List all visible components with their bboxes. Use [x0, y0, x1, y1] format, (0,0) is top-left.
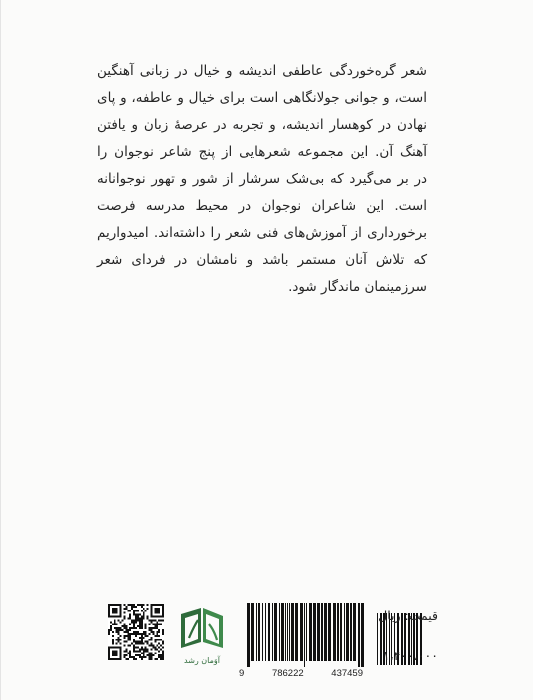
blurb-line: سرزمینمان ماندگار شود. — [288, 279, 427, 295]
barcode-bar — [309, 603, 312, 661]
barcode-bar — [256, 603, 257, 661]
barcode-bar — [306, 603, 307, 661]
barcode-bar — [344, 603, 345, 661]
barcode-bar — [358, 603, 360, 667]
barcode-bar — [281, 603, 284, 661]
barcode-bar — [361, 603, 364, 667]
barcode-bar — [350, 603, 352, 661]
barcode-bar — [313, 603, 316, 661]
barcode-bar — [340, 603, 342, 661]
isbn-prefix: 9 — [239, 668, 245, 679]
barcode-bar — [291, 603, 294, 661]
barcode-bar — [337, 603, 339, 661]
price-value: ۱،۴۰۰،۰۰۰ — [382, 648, 438, 663]
barcode-bar — [289, 603, 290, 661]
barcode-bar — [321, 603, 323, 661]
barcode-bar — [333, 603, 336, 661]
barcode-bar — [274, 603, 277, 661]
barcode-bar — [265, 603, 266, 661]
barcode-bar — [279, 603, 280, 661]
barcode-bar — [287, 603, 288, 661]
blurb-line: شعر گره‌خوردگی عاطفی اندیشه و خیال در زبانی آهنگین — [97, 63, 427, 79]
barcode-bar — [262, 603, 263, 661]
blurb-line: که تلاش آنان مستمر باشد و نامشان در فردای شعر — [97, 252, 427, 268]
barcode-bar — [251, 603, 254, 661]
blurb-line: آهنگ آن. این مجموعه شعرهایی از پنج شاعر نوجوان را — [97, 144, 427, 160]
barcode-bar — [353, 603, 356, 661]
blurb-line: است. این شاعران نوجوان در محیط مدرسه فرصت — [97, 198, 427, 214]
blurb-line: است، و جوانی جولانگاهی است برای خیال و عاطفه، و پای — [97, 90, 427, 106]
isbn-group-1: 786222 — [271, 668, 304, 679]
book-leaf-logo-icon — [173, 604, 231, 656]
barcode-bar — [346, 603, 349, 661]
isbn-group-2: 437459 — [331, 668, 363, 679]
back-cover-blurb — [97, 58, 427, 301]
barcode-bar — [304, 603, 305, 667]
barcode-bar — [272, 603, 273, 661]
barcode-bar — [300, 603, 303, 661]
barcode-bar — [328, 603, 331, 661]
barcode-bar — [317, 603, 320, 661]
barcode-bar — [295, 603, 298, 661]
publisher-name: آوَمان رشد — [184, 656, 220, 665]
barcode-bar — [324, 603, 327, 661]
price-label: قیمت: ریال — [378, 608, 438, 623]
blurb-line: نهادن در کوهسار اندیشه، و تجربه در عرصهٔ زبان و یافتن — [97, 117, 427, 133]
barcode-bar — [258, 603, 260, 661]
qr-code — [108, 604, 164, 660]
publisher-logo — [173, 604, 231, 670]
barcode-bar — [268, 603, 270, 661]
isbn-number — [239, 668, 363, 679]
blurb-line: در بر می‌گیرد که بی‌شک سرشار از شور و تهور نوجوانانه — [97, 171, 427, 187]
blurb-line: برخورداری از آموزش‌های فنی شعر را داشته‌اند. امیدواریم — [97, 225, 427, 241]
barcode-bar — [285, 603, 286, 661]
barcode-bar — [247, 603, 250, 667]
